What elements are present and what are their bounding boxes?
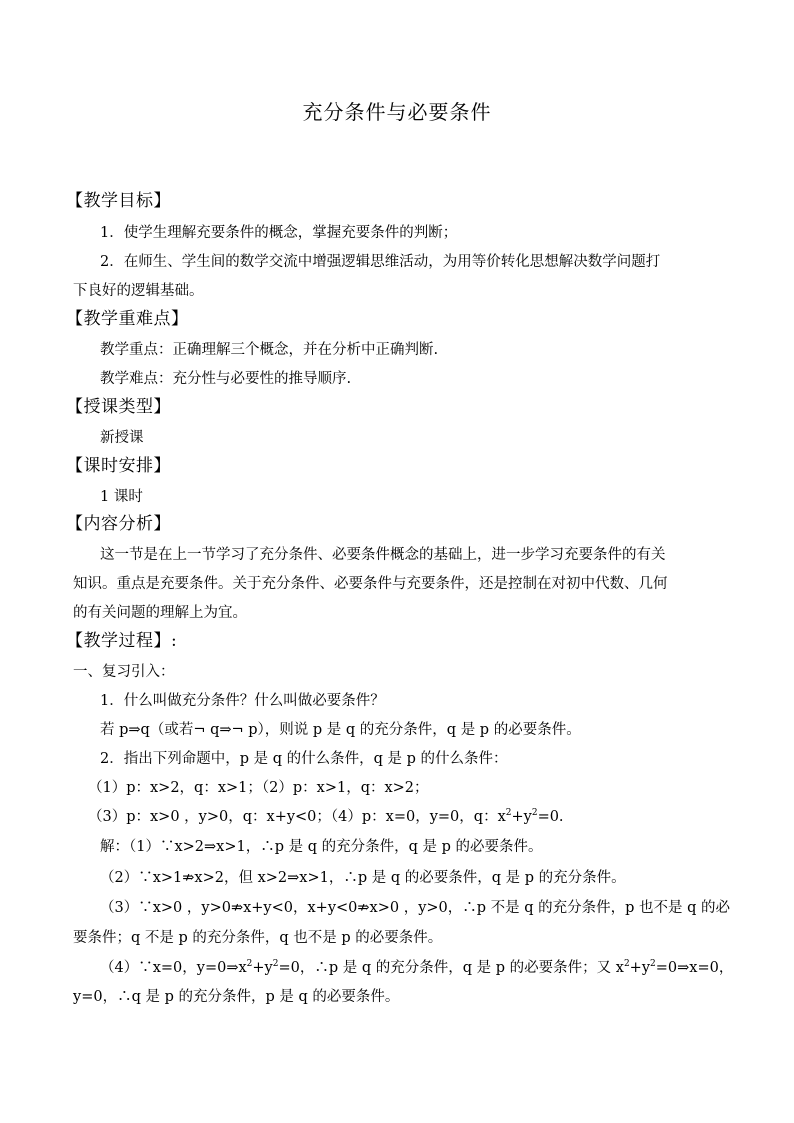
question-1: 1．什么叫做充分条件？什么叫做必要条件？ [100, 693, 385, 709]
superscript: 2 [531, 808, 538, 818]
review-heading: 一、复习引入： [73, 664, 175, 680]
solution-4-line-1 [100, 957, 733, 979]
text-segment: （4）∵x=0，y=0⇒x [100, 960, 247, 976]
question-2-items-1-2: （1）p：x>2，q：x>1；（2）p：x>1，q：x>2； [88, 780, 429, 796]
solution-2: （2）∵x>1⇏x>2，但 x>2⇒x>1，∴p 是 q 的必要条件，q 是 p 的充分条件。 [100, 870, 626, 886]
text-segment: =0，∴p 是 q 的充分条件，q 是 p 的必要条件；又 x [278, 960, 624, 976]
page-title: 充分条件与必要条件 [302, 100, 492, 124]
goal-item-1: 1．使学生理解充要条件的概念，掌握充要条件的判断； [100, 225, 458, 241]
section-heading-analysis: 【内容分析】 [66, 514, 171, 534]
analysis-line-2: 知识。重点是充要条件。关于充分条件、必要条件与充要条件，还是控制在对初中代数、几何 [73, 576, 668, 592]
question-2: 2．指出下列命题中，p 是 q 的什么条件，q 是 p 的什么条件： [100, 751, 508, 767]
section-heading-lesson-type: 【授课类型】 [66, 397, 171, 417]
section-heading-process: 【教学过程】: [66, 631, 178, 651]
solution-4-line-2: y=0，∴q 是 p 的充分条件，p 是 q 的必要条件。 [73, 989, 400, 1005]
section-heading-goals: 【教学目标】 [66, 191, 171, 211]
question-1-answer: 若 p⇒q（或若¬ q⇒¬ p），则说 p 是 q 的充分条件，q 是 p 的必要条件。 [100, 722, 581, 738]
section-heading-schedule: 【课时安排】 [66, 456, 171, 476]
text-segment: +y [629, 960, 651, 976]
key-point: 教学重点：正确理解三个概念，并在分析中正确判断. [100, 342, 439, 358]
solution-3-line-2: 要条件；q 不是 p 的充分条件，q 也不是 p 的必要条件。 [73, 930, 443, 946]
lesson-type-value: 新授课 [100, 430, 144, 446]
superscript: 2 [623, 959, 630, 969]
goal-item-2-line-2: 下良好的逻辑基础。 [73, 283, 204, 299]
text-segment: =0. [537, 809, 564, 825]
superscript: 2 [246, 959, 253, 969]
text-segment: （3）p：x>0 ，y>0，q：x+y<0；（4）p：x=0，y=0，q：x [88, 809, 506, 825]
text-segment: +y [252, 960, 273, 976]
solution-1: 解：（1）∵x>2⇒x>1，∴p 是 q 的充分条件，q 是 p 的必要条件。 [100, 839, 543, 855]
schedule-value: 1 课时 [100, 489, 143, 505]
superscript: 2 [650, 959, 656, 969]
text-segment: =0⇒x=0， [655, 960, 734, 976]
text-segment: +y [511, 809, 532, 825]
solution-3-line-1: （3）∵x>0 ，y>0⇏x+y<0，x+y<0⇏x>0 ，y>0，∴p 不是 q 的充分条件，p 也不是 q 的必 [100, 900, 731, 916]
analysis-line-1: 这一节是在上一节学习了充分条件、必要条件概念的基础上，进一步学习充要条件的有关 [100, 547, 666, 563]
analysis-line-3: 的有关问题的理解上为宜。 [73, 605, 247, 621]
question-2-items-3-4 [88, 806, 564, 828]
goal-item-2-line-1: 2．在师生、学生间的数学交流中增强逻辑思维活动，为用等价转化思想解决数学问题打 [100, 254, 661, 270]
superscript: 2 [505, 808, 512, 818]
difficult-point: 教学难点：充分性与必要性的推导顺序. [100, 371, 352, 387]
superscript: 2 [272, 959, 279, 969]
section-heading-key-points: 【教学重难点】 [66, 309, 189, 329]
